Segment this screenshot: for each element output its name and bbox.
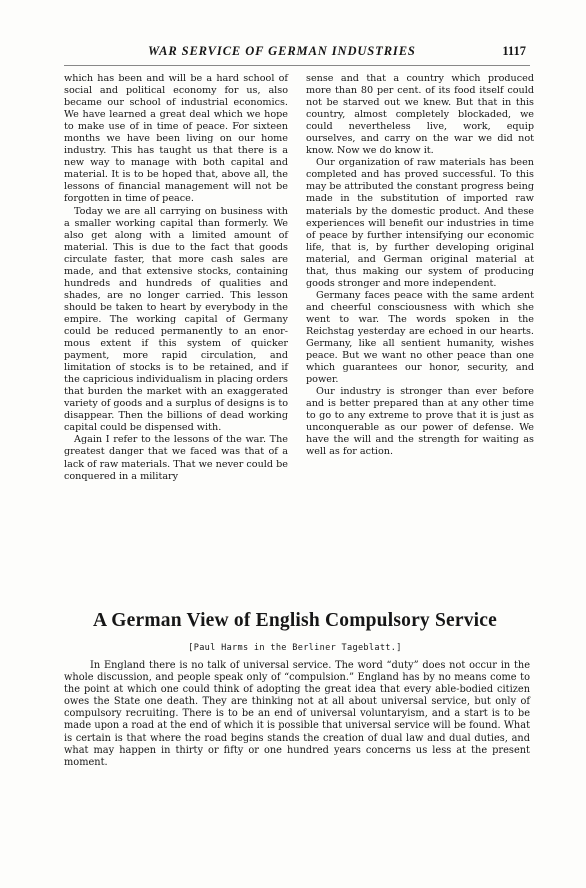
paragraph: Again I refer to the lessons of the war. The greatest danger that we faced was that of a lack of raw materials. That we never could be conquered in a military [64,434,288,482]
right-column [306,73,534,459]
running-title: WAR SERVICE OF GERMAN INDUSTRIES [148,44,416,58]
article-title: A German View of English Compulsory Service [92,610,497,631]
article-byline: [Paul Harms in the Berliner Tageblatt.] [188,643,402,653]
paragraph: sense and that a country which produced more than 80 per cent. of its food itself could not be starved out we knew. But that in this country, almost completely blockaded, we could nevertheless live, work, equip ourselves, and carry on the war we did not know. Now we do know it. [306,73,534,157]
paragraph: Germany faces peace with the same ardent and cheerful consciousness with which she went to war. The words spoken in the Reichstag yesterday are echoed in our hearts. Germany, like all sentient humanity, wishes peace. But we want no other peace than one which guarantees our honor, security, and power. [306,289,534,386]
paragraph: which has been and will be a hard school of social and political economy for us, also became our school of industrial economics. We have learned a great deal which we hope to make use of in time of peace. For sixteen months we have been living on our home industry. This has taught us that there is a new way to manage with both capital and material. It is to be hoped that, above all, the lessons of financial management will not be forgotten in time of peace. [64,73,288,205]
paragraph: Today we are all carrying on business with a smaller working capital than formerly. We also get along with a limited amount of material. This is due to the fact that goods circulate faster, that more cash sales are made, and that extensive stocks, containing hundreds and hundreds of qualities and shades, are no longer carried. This lesson should be taken to heart by everybody in the empire. The working capital of Germany could be reduced permanently to an enormous extent if this system of quicker payment, more rapid circulation, and limitation of stocks is to be retained, and if the capricious individualism in placing orders that burden the market with an exaggerated variety of goods and a surplus of designs is to disappear. Then the billions of dead working capital could be dispensed with. [64,205,288,434]
paragraph: Our industry is stronger than ever before and is better prepared than at any other time to go to any extreme to prove that it is just as unconquerable as our power of defense. We have the will and the strength for waiting as well as for action. [306,386,534,458]
header-rule [64,65,530,66]
article-body: In England there is no talk of universal service. The word “duty” does not occur in the whole discussion, and people speak only of “compulsion.” England has by no means come to the point at which one could think of adopting the great idea that every able-bodied citizen owes the State one death. They are thinking not at all about universal service, but only of compulsory recruiting. There is to be an end of universal voluntaryism, and a start is to be made upon a road at the end of which it is possible that universal service will be found. What is certain is that where the road begins stands the creation of dual law and dual duties, and what may happen in thirty or fifty or one hundred years concerns us less at the present moment. [64,660,530,768]
left-column [64,73,288,483]
page-number: 1117 [502,44,526,58]
paragraph: Our organization of raw materials has been completed and has proved successful. To this may be attributed the constant progress being made in the substitution of imported raw materials by the domestic product. And these experiences will benefit our industries in time of peace by further intensifying our economic life, that is, by further developing original material, and German original material at that, thus making our system of producing goods stronger and more independent. [306,157,534,289]
running-head [64,44,526,64]
